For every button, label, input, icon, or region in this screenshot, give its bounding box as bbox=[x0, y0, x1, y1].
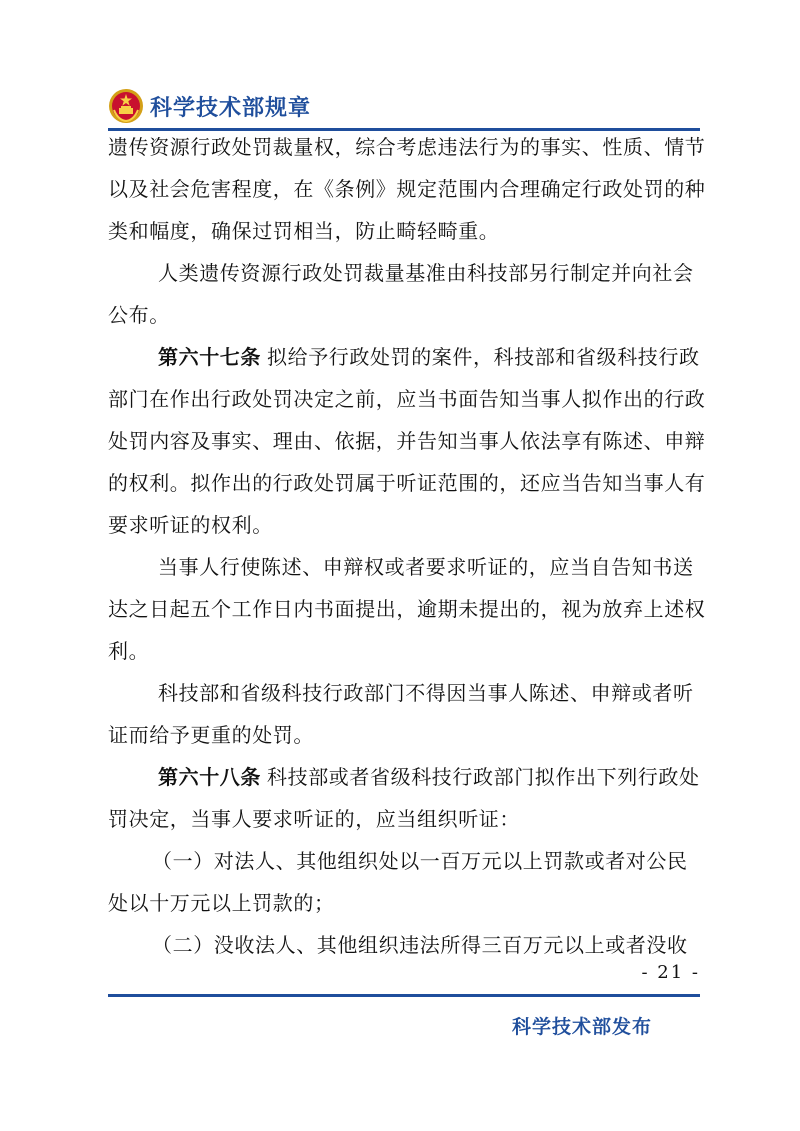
paragraph-text: （二）没收法人、其他组织违法所得三百万元以上或者没收 bbox=[152, 933, 688, 957]
paragraph-text: （一）对法人、其他组织处以一百万元以上罚款或者对公民处以十万元以上罚款的； bbox=[108, 849, 688, 915]
list-item bbox=[108, 840, 708, 924]
paragraph bbox=[108, 546, 708, 672]
paragraph bbox=[108, 672, 708, 756]
paragraph bbox=[108, 126, 708, 252]
paragraph-text: 遗传资源行政处罚裁量权，综合考虑违法行为的事实、性质、情节以及社会危害程度，在《条例》规定范围内合理确定行政处罚的种类和幅度，确保过罚相当，防止畸轻畸重。 bbox=[108, 135, 706, 243]
document-body bbox=[108, 126, 708, 966]
article-number: 第六十七条 bbox=[158, 345, 261, 369]
paragraph-text: 科技部和省级科技行政部门不得因当事人陈述、申辩或者听证而给予更重的处罚。 bbox=[108, 681, 694, 747]
national-emblem-icon bbox=[108, 88, 144, 124]
article-paragraph bbox=[108, 756, 708, 840]
article-paragraph bbox=[108, 336, 708, 546]
header-title: 科学技术部规章 bbox=[150, 95, 312, 121]
paragraph-text: 拟给予行政处罚的案件，科技部和省级科技行政部门在作出行政处罚决定之前，应当书面告知当事人拟作出的行政处罚内容及事实、理由、依据，并告知当事人依法享有陈述、申辩的权利。拟作出的行政处罚属于听证范围的，还应当告知当事人有要求听证的权利。 bbox=[108, 345, 706, 537]
list-item bbox=[108, 924, 708, 966]
paragraph bbox=[108, 252, 708, 336]
footer-text: 科学技术部发布 bbox=[511, 1016, 652, 1038]
page-header bbox=[108, 82, 700, 130]
paragraph-text: 人类遗传资源行政处罚裁量基准由科技部另行制定并向社会公布。 bbox=[108, 261, 694, 327]
footer-rule bbox=[108, 994, 700, 997]
article-number: 第六十八条 bbox=[158, 765, 261, 789]
paragraph-text: 当事人行使陈述、申辩权或者要求听证的，应当自告知书送达之日起五个工作日内书面提出，逾期未提出的，视为放弃上述权利。 bbox=[108, 555, 706, 663]
page-number: - 21 - bbox=[641, 962, 700, 983]
paragraph-text: 科技部或者省级科技行政部门拟作出下列行政处罚决定，当事人要求听证的，应当组织听证： bbox=[108, 765, 700, 831]
